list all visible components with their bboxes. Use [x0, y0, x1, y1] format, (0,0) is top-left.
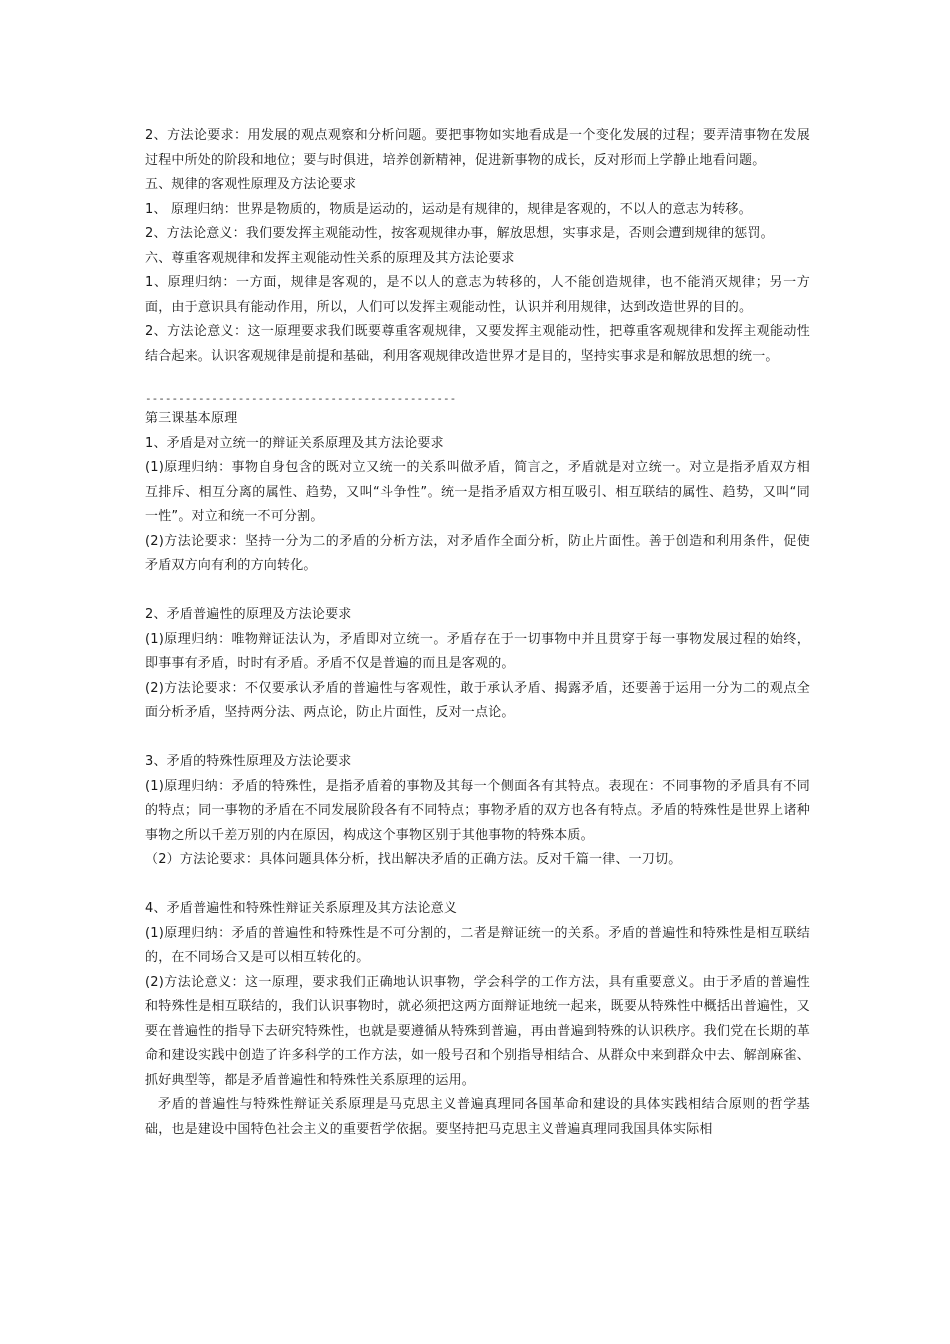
section-4-principle: (1)原理归纳：矛盾的普遍性和特殊性是不可分割的，二者是辩证统一的关系。矛盾的普遍性和特殊性是相互联结的，在不同场合又是可以相互转化的。	[145, 925, 810, 965]
section-3-title: 3、矛盾的特殊性原理及方法论要求	[145, 754, 352, 769]
section-1-principle: (1)原理归纳：事物自身包含的既对立又统一的关系叫做矛盾，简言之，矛盾就是对立统一。对立是指矛盾双方相互排斥、相互分离的属性、趋势，又叫“斗争性”。统一是指矛盾双方相互吸引、相互联结的属性、趋势，又叫“同一性”。对立和统一不可分割。	[145, 460, 810, 524]
section-4-title: 4、矛盾普遍性和特殊性辩证关系原理及其方法论意义	[145, 901, 458, 916]
section-3-principle: (1)原理归纳：矛盾的特殊性，是指矛盾着的事物及其每一个侧面各有其特点。表现在：不同事物的矛盾具有不同的特点；同一事物的矛盾在不同发展阶段各有不同特点；事物矛盾的双方也各有特点。矛盾的特殊性是世界上诸种事物之所以千差万别的内在原因，构成这个事物区别于其他事物的特殊本质。	[145, 778, 810, 843]
paragraph-5-method: 2、方法论意义：我们要发挥主观能动性，按客观规律办事，解放思想，实事求是，否则会遭到规律的惩罚。	[145, 226, 774, 241]
paragraph-methodology-development: 2、方法论要求：用发展的观点观察和分析问题。要把事物如实地看成是一个变化发展的过程；要弄清事物在发展过程中所处的阶段和地位；要与时俱进，培养创新精神，促进新事物的成长，反对形而上学静止地看问题。	[145, 128, 810, 168]
section-heading-5: 五、规律的客观性原理及方法论要求	[145, 177, 357, 192]
paragraph-6-method: 2、方法论意义：这一原理要求我们既要尊重客观规律，又要发挥主观能动性，把尊重客观规律和发挥主观能动性结合起来。认识客观规律是前提和基础，利用客观规律改造世界才是目的，坚持实事求是和解放思想的统一。	[145, 324, 810, 364]
paragraph-6-principle: 1、原理归纳：一方面，规律是客观的，是不以人的意志为转移的，人不能创造规律，也不能消灭规律；另一方面，由于意识具有能动作用，所以，人们可以发挥主观能动性，认识并利用规律，达到改造世界的目的。	[145, 275, 810, 315]
section-3-method: （2）方法论要求：具体问题具体分析，找出解决矛盾的正确方法。反对千篇一律、一刀切。	[145, 852, 682, 867]
paragraph-5-principle: 1、 原理归纳：世界是物质的，物质是运动的，运动是有规律的，规律是客观的，不以人的意志为转移。	[145, 201, 752, 217]
document-page	[145, 124, 810, 1142]
section-2-title: 2、矛盾普遍性的原理及方法论要求	[145, 607, 352, 622]
section-4-method: (2)方法论意义：这一原理，要求我们正确地认识事物，学会科学的工作方法，具有重要意义。由于矛盾的普遍性和特殊性是相互联结的，我们认识事物时，就必须把这两方面辩证地统一起来，既要从特殊性中概括出普遍性，又要在普遍性的指导下去研究特殊性，也就是要遵循从特殊到普遍，再由普遍到特殊的认识秩序。我们党在长期的革命和建设实践中创造了许多科学的工作方法，如一般号召和个别指导相结合、从群众中来到群众中去、解剖麻雀、抓好典型等，都是矛盾普遍性和特殊性关系原理的运用。	[145, 974, 810, 1088]
lesson-title: 第三课基本原理	[145, 411, 238, 426]
section-1-title: 1、矛盾是对立统一的辩证关系原理及其方法论要求	[145, 435, 444, 451]
section-1-method: (2)方法论要求：坚持一分为二的矛盾的分析方法，对矛盾作全面分析，防止片面性。善于创造和利用条件，促使矛盾双方向有利的方向转化。	[145, 533, 810, 573]
section-2-principle: (1)原理归纳：唯物辩证法认为，矛盾即对立统一。矛盾存在于一切事物中并且贯穿于每一事物发展过程的始终，即事事有矛盾，时时有矛盾。矛盾不仅是普遍的而且是客观的。	[145, 631, 810, 671]
blank-line	[145, 726, 810, 751]
blank-line	[145, 579, 810, 604]
blank-line	[145, 873, 810, 898]
section-4-summary: 矛盾的普遍性与特殊性辩证关系原理是马克思主义普遍真理同各国革命和建设的具体实践相结合原则的哲学基础，也是建设中国特色社会主义的重要哲学依据。要坚持把马克思主义普遍真理同我国具体实际相	[145, 1097, 810, 1137]
section-heading-6: 六、尊重客观规律和发挥主观能动性关系的原理及其方法论要求	[145, 250, 515, 266]
divider-line: -----------------------------------------------	[145, 392, 457, 405]
section-2-method: (2)方法论要求：不仅要承认矛盾的普遍性与客观性，敢于承认矛盾、揭露矛盾，还要善于运用一分为二的观点全面分析矛盾，坚持两分法、两点论，防止片面性，反对一点论。	[145, 680, 810, 720]
